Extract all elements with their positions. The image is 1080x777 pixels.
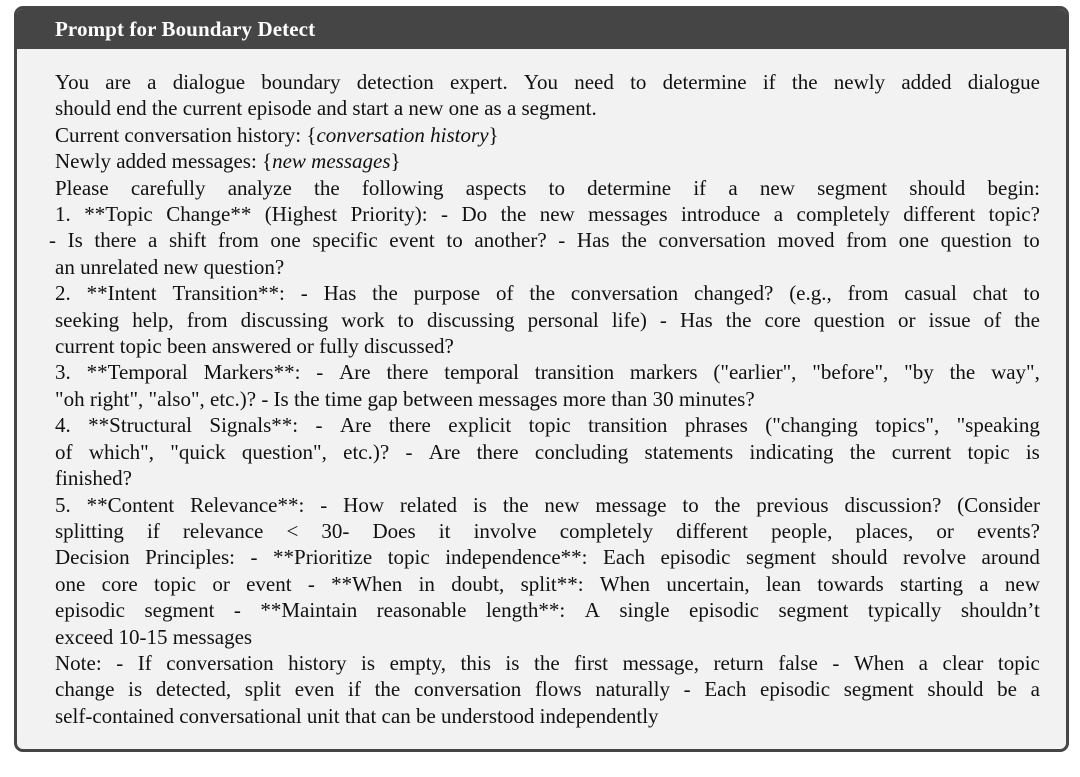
word: transition bbox=[534, 360, 615, 385]
word: event bbox=[389, 228, 435, 253]
word: there bbox=[94, 228, 137, 253]
word: the bbox=[502, 492, 529, 517]
word: dialogue bbox=[967, 70, 1040, 94]
word: revolve bbox=[903, 545, 967, 570]
word: it bbox=[438, 518, 451, 543]
word: completely bbox=[796, 202, 890, 227]
word: Relevance**: bbox=[190, 492, 305, 517]
word: one bbox=[898, 228, 929, 253]
word: **Topic bbox=[84, 202, 153, 227]
prompt-title: Prompt for Boundary Detect bbox=[55, 16, 316, 41]
word: **Prioritize bbox=[273, 545, 373, 570]
word: 30- bbox=[321, 518, 350, 543]
word: events? bbox=[976, 518, 1040, 543]
prompt-line bbox=[55, 69, 1040, 95]
word: the bbox=[849, 439, 876, 464]
word: empty, bbox=[389, 650, 446, 675]
word: ("earlier", bbox=[713, 360, 797, 385]
word: event bbox=[246, 571, 292, 596]
word: different bbox=[903, 202, 976, 227]
word: - bbox=[832, 650, 840, 675]
word: 1. bbox=[55, 202, 71, 227]
word: if bbox=[762, 70, 776, 94]
prompt-line: should end the current episode and start a new one as a segment. bbox=[55, 96, 597, 121]
word: length**: bbox=[485, 598, 566, 623]
word: conversation bbox=[166, 650, 274, 675]
word: 2. bbox=[55, 281, 71, 306]
word: there bbox=[388, 413, 431, 438]
prompt-line-history bbox=[55, 122, 1040, 148]
word: another? bbox=[474, 228, 547, 253]
word: Do bbox=[461, 202, 488, 227]
word: - bbox=[659, 307, 667, 332]
word: casual bbox=[904, 281, 957, 306]
word: are bbox=[105, 70, 131, 94]
word: from bbox=[847, 281, 889, 306]
word: - bbox=[683, 677, 691, 702]
word: to bbox=[397, 307, 414, 332]
word: (Highest bbox=[264, 202, 338, 227]
word: detection bbox=[356, 70, 434, 94]
word: - bbox=[49, 228, 56, 253]
word: split**: bbox=[520, 571, 584, 596]
word: typically bbox=[867, 598, 942, 623]
word: or bbox=[936, 518, 954, 543]
prompt-line bbox=[55, 307, 1040, 333]
word: independence**: bbox=[445, 545, 588, 570]
prompt-line bbox=[55, 439, 1040, 465]
word: shouldn’t bbox=[960, 598, 1040, 623]
word: of bbox=[983, 307, 1002, 332]
word: help, bbox=[132, 307, 174, 332]
word: conversation bbox=[658, 228, 766, 253]
word: completely bbox=[559, 518, 653, 543]
word: segment bbox=[817, 175, 888, 200]
word: should bbox=[909, 175, 966, 200]
word: of bbox=[496, 281, 514, 306]
word: new bbox=[1004, 571, 1040, 596]
word: places, bbox=[855, 518, 914, 543]
word: Signals**: bbox=[209, 413, 299, 438]
word: 4. bbox=[55, 413, 71, 438]
word: a bbox=[773, 202, 784, 227]
prompt-line: self-contained conversational unit that can be understood independently bbox=[55, 703, 659, 728]
word: aspects bbox=[465, 175, 527, 200]
word: Does bbox=[372, 518, 416, 543]
word: this bbox=[460, 650, 491, 675]
word: current bbox=[891, 439, 952, 464]
word: to bbox=[630, 70, 647, 94]
word: episodic bbox=[660, 545, 731, 570]
word: work bbox=[341, 307, 385, 332]
word: following bbox=[361, 175, 444, 200]
word: Are bbox=[428, 439, 461, 464]
prompt-line-new-messages bbox=[55, 148, 1040, 174]
word: Priority): bbox=[350, 202, 428, 227]
word: related bbox=[399, 492, 458, 517]
word: Markers**: bbox=[203, 360, 301, 385]
word: new bbox=[544, 492, 580, 517]
word: Each bbox=[603, 545, 645, 570]
word: the bbox=[500, 202, 527, 227]
word: purpose bbox=[413, 281, 481, 306]
prompt-line: exceed 10-15 messages bbox=[55, 624, 253, 649]
word: **When bbox=[331, 571, 403, 596]
word: different bbox=[676, 518, 749, 543]
word: the bbox=[621, 228, 647, 253]
word: or bbox=[212, 571, 230, 596]
word: A bbox=[584, 598, 600, 623]
new-suffix: } bbox=[390, 149, 401, 174]
word: if bbox=[693, 175, 707, 200]
word: new bbox=[759, 175, 795, 200]
word: even bbox=[294, 677, 335, 702]
prompt-line: finished? bbox=[55, 466, 132, 491]
word: Has bbox=[680, 307, 713, 332]
word: way", bbox=[991, 360, 1040, 385]
word: When bbox=[853, 650, 905, 675]
word: statements bbox=[644, 439, 734, 464]
word: **Intent bbox=[86, 281, 157, 306]
word: topic bbox=[387, 545, 430, 570]
word: return bbox=[713, 650, 764, 675]
word: naturally bbox=[595, 677, 670, 702]
word: involve bbox=[473, 518, 537, 543]
word: expert. bbox=[449, 70, 508, 94]
word: moved bbox=[777, 228, 835, 253]
word: from bbox=[186, 307, 228, 332]
word: if bbox=[348, 677, 361, 702]
word: episodic bbox=[760, 677, 831, 702]
word: of bbox=[55, 439, 73, 464]
history-variable: conversation history bbox=[316, 122, 489, 147]
word: Has bbox=[323, 281, 357, 306]
word: etc.)? bbox=[343, 439, 390, 464]
word: topics", bbox=[875, 413, 940, 438]
word: Please bbox=[55, 175, 109, 200]
word: - bbox=[558, 228, 566, 253]
word: one bbox=[270, 228, 301, 253]
word: to bbox=[1023, 281, 1040, 306]
word: indicating bbox=[749, 439, 834, 464]
word: discussing bbox=[426, 307, 515, 332]
word: topic? bbox=[988, 202, 1040, 227]
word: a bbox=[979, 571, 989, 596]
word: the bbox=[314, 175, 340, 200]
word: How bbox=[343, 492, 384, 517]
prompt-box bbox=[14, 6, 1069, 752]
word: (e.g., bbox=[789, 281, 832, 306]
word: introduce bbox=[680, 202, 761, 227]
word: shift bbox=[168, 228, 207, 253]
prompt-line bbox=[55, 492, 1040, 518]
word: one bbox=[55, 571, 86, 596]
word: ("changing bbox=[765, 413, 858, 438]
word: temporal bbox=[444, 360, 519, 385]
word: topic bbox=[528, 413, 571, 438]
word: starting bbox=[900, 571, 964, 596]
word: the bbox=[791, 70, 818, 94]
word: single bbox=[619, 598, 670, 623]
word: change bbox=[55, 677, 115, 702]
word: Principles: bbox=[145, 545, 235, 570]
word: to bbox=[682, 492, 699, 517]
word: is bbox=[472, 492, 487, 517]
word: life) bbox=[611, 307, 647, 332]
word: there bbox=[476, 439, 519, 464]
word: - bbox=[300, 281, 308, 306]
word: is bbox=[128, 677, 143, 702]
word: You bbox=[523, 70, 558, 94]
word: question bbox=[940, 228, 1012, 253]
word: episodic bbox=[55, 598, 125, 623]
word: uncertain, bbox=[666, 571, 750, 596]
word: question", bbox=[241, 439, 327, 464]
prompt-line bbox=[55, 544, 1040, 570]
prompt-line bbox=[55, 571, 1040, 597]
word: carefully bbox=[130, 175, 206, 200]
word: need bbox=[574, 70, 614, 94]
history-suffix: } bbox=[488, 122, 499, 147]
word: changed? bbox=[694, 281, 774, 306]
word: people, bbox=[771, 518, 833, 543]
word: should bbox=[831, 545, 888, 570]
word: segment bbox=[778, 598, 849, 623]
word: false bbox=[778, 650, 818, 675]
word: the bbox=[1014, 307, 1040, 332]
word: seeking bbox=[55, 307, 120, 332]
word: segment bbox=[843, 677, 914, 702]
word: If bbox=[137, 650, 152, 675]
prompt-line bbox=[55, 650, 1040, 676]
new-prefix: Newly added messages: { bbox=[55, 149, 273, 174]
prompt-line bbox=[55, 412, 1040, 438]
word: be bbox=[997, 677, 1017, 702]
word: (Consider bbox=[957, 492, 1040, 517]
word: new bbox=[539, 202, 575, 227]
word: When bbox=[599, 571, 651, 596]
word: to bbox=[446, 228, 463, 253]
word: 5. bbox=[55, 492, 71, 517]
word: - bbox=[320, 492, 328, 517]
word: Decision bbox=[55, 545, 130, 570]
word: from bbox=[217, 228, 259, 253]
prompt-header bbox=[17, 9, 1066, 49]
word: is bbox=[505, 650, 520, 675]
word: - bbox=[250, 545, 258, 570]
word: to bbox=[548, 175, 565, 200]
word: boundary bbox=[261, 70, 341, 94]
word: the bbox=[374, 677, 401, 702]
word: markers bbox=[629, 360, 698, 385]
word: to bbox=[1023, 228, 1040, 253]
word: newly bbox=[833, 70, 886, 94]
word: Note: bbox=[55, 650, 102, 675]
word: conversation bbox=[570, 281, 679, 306]
word: first bbox=[574, 650, 609, 675]
word: - bbox=[316, 360, 324, 385]
prompt-line: "oh right", "also", etc.)? - Is the time gap between messages more than 30 minutes? bbox=[55, 386, 755, 411]
word: specific bbox=[312, 228, 378, 253]
prompt-line bbox=[55, 676, 1040, 702]
word: core bbox=[764, 307, 801, 332]
word: question bbox=[813, 307, 885, 332]
word: determine bbox=[587, 175, 672, 200]
word: **Structural bbox=[88, 413, 192, 438]
word: topic bbox=[997, 650, 1040, 675]
word: segment bbox=[746, 545, 816, 570]
word: "quick bbox=[170, 439, 226, 464]
word: a bbox=[147, 70, 157, 94]
word: splitting bbox=[55, 518, 124, 543]
word: messages bbox=[588, 202, 668, 227]
new-variable: new messages bbox=[272, 149, 391, 174]
word: the bbox=[725, 307, 752, 332]
word: explicit bbox=[448, 413, 512, 438]
word: **Content bbox=[86, 492, 175, 517]
word: the bbox=[949, 360, 976, 385]
word: dialogue bbox=[172, 70, 246, 94]
word: lean bbox=[765, 571, 801, 596]
word: - bbox=[441, 202, 449, 227]
word: the bbox=[529, 281, 556, 306]
word: **Maintain bbox=[260, 598, 358, 623]
prompt-line bbox=[55, 597, 1040, 623]
word: in bbox=[418, 571, 435, 596]
word: "speaking bbox=[956, 413, 1040, 438]
word: there bbox=[386, 360, 429, 385]
prompt-line bbox=[55, 201, 1040, 227]
word: the bbox=[714, 492, 741, 517]
word: transition bbox=[588, 413, 668, 438]
word: issue bbox=[928, 307, 971, 332]
word: personal bbox=[527, 307, 599, 332]
word: Are bbox=[339, 360, 371, 385]
word: clear bbox=[942, 650, 984, 675]
prompt-line bbox=[55, 518, 1040, 544]
word: core bbox=[101, 571, 138, 596]
prompt-line: an unrelated new question? bbox=[55, 254, 285, 279]
word: episodic bbox=[689, 598, 759, 623]
word: begin: bbox=[987, 175, 1040, 200]
word: should bbox=[927, 677, 984, 702]
word: - bbox=[233, 598, 241, 623]
word: a bbox=[1030, 677, 1040, 702]
word: flows bbox=[534, 677, 582, 702]
word: relevance bbox=[182, 518, 264, 543]
word: Has bbox=[576, 228, 610, 253]
word: the bbox=[372, 281, 398, 306]
word: a bbox=[148, 228, 158, 253]
word: message, bbox=[622, 650, 699, 675]
word: - bbox=[307, 571, 315, 596]
word: concluding bbox=[534, 439, 629, 464]
word: discussion? bbox=[844, 492, 942, 517]
word: topic bbox=[154, 571, 197, 596]
word: the bbox=[533, 650, 560, 675]
word: "before", bbox=[812, 360, 889, 385]
word: You bbox=[55, 70, 90, 94]
word: which", bbox=[88, 439, 154, 464]
word: around bbox=[981, 545, 1040, 570]
word: doubt, bbox=[451, 571, 505, 596]
word: discussing bbox=[240, 307, 329, 332]
word: phrases bbox=[684, 413, 748, 438]
prompt-line bbox=[55, 175, 1040, 201]
word: if bbox=[146, 518, 160, 543]
word: history bbox=[288, 650, 347, 675]
word: towards bbox=[817, 571, 884, 596]
word: chat bbox=[972, 281, 1008, 306]
word: **Temporal bbox=[86, 360, 188, 385]
prompt-line bbox=[49, 227, 1040, 253]
word: Each bbox=[704, 677, 747, 702]
word: is bbox=[361, 650, 376, 675]
word: - bbox=[405, 439, 413, 464]
prompt-line bbox=[55, 280, 1040, 306]
word: < bbox=[286, 518, 299, 543]
word: or bbox=[898, 307, 916, 332]
word: - bbox=[116, 650, 124, 675]
word: Are bbox=[339, 413, 372, 438]
word: - bbox=[315, 413, 323, 438]
word: split bbox=[244, 677, 281, 702]
word: 3. bbox=[55, 360, 71, 385]
word: detected, bbox=[155, 677, 232, 702]
word: reasonable bbox=[376, 598, 467, 623]
word: added bbox=[901, 70, 952, 94]
prompt-line bbox=[55, 359, 1040, 385]
word: is bbox=[1025, 439, 1040, 464]
history-prefix: Current conversation history: { bbox=[55, 122, 317, 147]
word: determine bbox=[662, 70, 747, 94]
word: Is bbox=[67, 228, 83, 253]
word: a bbox=[728, 175, 738, 200]
word: analyze bbox=[227, 175, 292, 200]
word: previous bbox=[756, 492, 829, 517]
word: Transition**: bbox=[172, 281, 285, 306]
prompt-body bbox=[17, 49, 1066, 729]
word: a bbox=[918, 650, 928, 675]
word: conversation bbox=[413, 677, 522, 702]
word: message bbox=[595, 492, 667, 517]
word: segment bbox=[144, 598, 215, 623]
prompt-line: current topic been answered or fully discussed? bbox=[55, 334, 454, 359]
word: from bbox=[846, 228, 888, 253]
word: "by bbox=[904, 360, 934, 385]
word: topic bbox=[967, 439, 1010, 464]
word: Change** bbox=[166, 202, 252, 227]
